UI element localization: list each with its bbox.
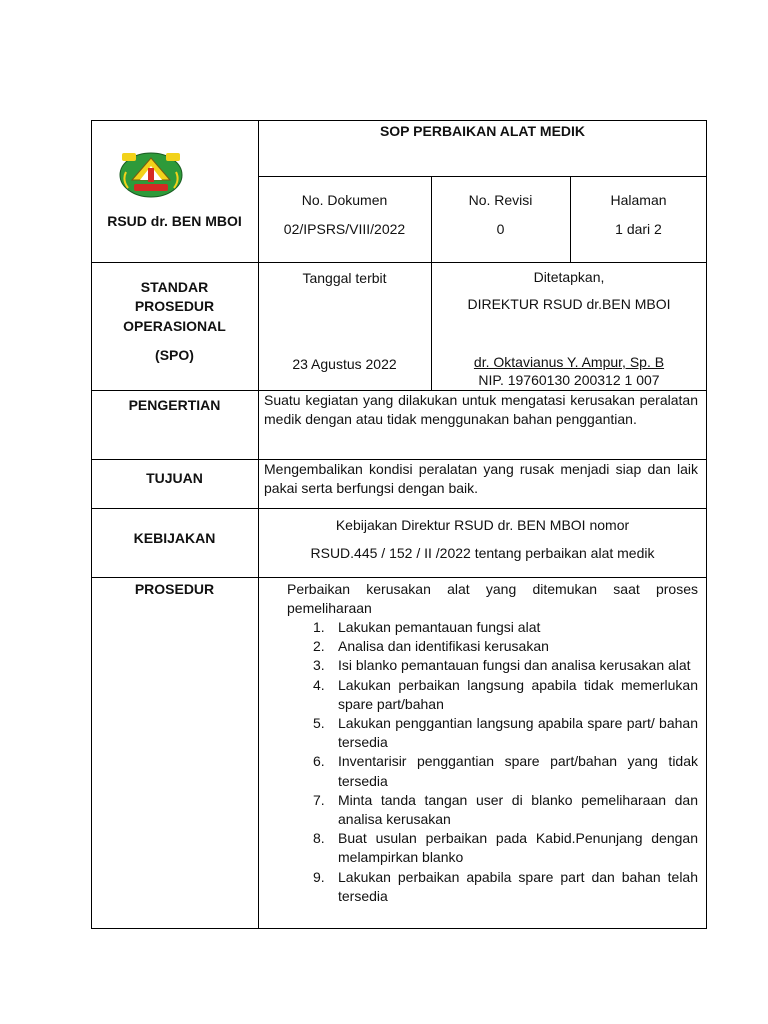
hospital-logo — [118, 150, 184, 200]
document-title: SOP PERBAIKAN ALAT MEDIK — [379, 123, 586, 139]
prosedur-step — [301, 618, 698, 637]
pengertian-label: PENGERTIAN — [128, 397, 221, 413]
page-value: 1 dari 2 — [615, 221, 662, 237]
approver-title: DIREKTUR RSUD dr.BEN MBOI — [467, 296, 671, 312]
prosedur-step — [301, 637, 698, 656]
step-text: Lakukan pemantauan fungsi alat — [338, 619, 541, 635]
spo-line-standar: STANDAR — [140, 279, 209, 295]
step-number: 2. — [313, 638, 325, 655]
tujuan-text: Mengembalikan kondisi peralatan yang rusak menjadi siap dan laik pakai serta berfungsi dengan baik. — [264, 461, 698, 496]
page-label: Halaman — [610, 192, 667, 208]
kebijakan-line-2: RSUD.445 / 152 / II /2022 tentang perbaikan alat medik — [310, 545, 655, 561]
title-divider — [258, 176, 707, 177]
step-number: 7. — [313, 791, 325, 808]
pengertian-text: Suatu kegiatan yang dilakukan untuk mengatasi kerusakan peralatan medik dengan atau tidak menggunakan bahan penggantian. — [264, 392, 698, 427]
step-text: Lakukan penggantian langsung apabila spare part/ bahan tersedia — [338, 715, 698, 751]
doc-no-value: 02/IPSRS/VIII/2022 — [283, 221, 406, 237]
step-text: Isi blanko pemantauan fungsi dan analisa kerusakan alat — [338, 657, 691, 674]
approver-name: dr. Oktavianus Y. Ampur, Sp. B — [473, 354, 665, 370]
step-number: 9. — [313, 868, 325, 885]
step-number: 6. — [313, 753, 325, 770]
hospital-name: RSUD dr. BEN MBOI — [107, 213, 242, 229]
step-number: 5. — [313, 715, 325, 732]
step-number: 4. — [313, 676, 325, 693]
step-text: Analisa dan identifikasi kerusakan — [338, 638, 549, 655]
prosedur-step — [301, 791, 698, 829]
step-text: Lakukan perbaikan langsung apabila tidak memerlukan spare part/bahan — [338, 676, 698, 712]
spo-line-prosedur: PROSEDUR — [134, 298, 215, 314]
prosedur-step — [301, 656, 698, 675]
prosedur-label: PROSEDUR — [134, 581, 215, 597]
issue-date-value: 23 Agustus 2022 — [292, 356, 397, 372]
step-number: 1. — [313, 619, 325, 635]
prosedur-intro: Perbaikan kerusakan alat yang ditemukan saat proses pemeliharaan — [287, 581, 698, 616]
prosedur-step — [301, 752, 698, 790]
prosedur-step — [301, 676, 698, 714]
kebijakan-line-1: Kebijakan Direktur RSUD dr. BEN MBOI nomor — [335, 517, 630, 533]
step-number: 8. — [313, 830, 325, 847]
prosedur-steps-list — [301, 618, 698, 906]
prosedur-step — [301, 829, 698, 867]
step-number: 3. — [313, 657, 325, 674]
approved-label: Ditetapkan, — [533, 269, 605, 285]
tujuan-divider — [91, 508, 707, 509]
step-text: Inventarisir penggantian spare part/bahan yang tidak tersedia — [338, 753, 698, 789]
revision-label: No. Revisi — [468, 192, 533, 208]
step-text: Buat usulan perbaikan pada Kabid.Penunjang dengan melampirkan blanko — [338, 830, 698, 866]
prosedur-step — [301, 714, 698, 752]
header-divider — [91, 262, 707, 263]
prosedur-step — [301, 868, 698, 906]
spo-line-operasional: OPERASIONAL — [123, 318, 226, 334]
kebijakan-label: KEBIJAKAN — [133, 530, 216, 546]
revision-value: 0 — [496, 221, 505, 237]
issue-date-label: Tanggal terbit — [302, 270, 387, 286]
step-text: Lakukan perbaikan apabila spare part dan bahan telah tersedia — [338, 868, 698, 904]
doc-no-label: No. Dokumen — [301, 192, 388, 208]
spo-abbreviation: (SPO) — [155, 347, 194, 363]
step-text: Minta tanda tangan user di blanko pemeliharaan dan analisa kerusakan — [338, 791, 698, 828]
approver-nip: NIP. 19760130 200312 1 007 — [478, 372, 660, 388]
tujuan-label: TUJUAN — [146, 470, 203, 486]
revision-column-divider — [570, 176, 571, 262]
kebijakan-divider — [91, 577, 707, 578]
